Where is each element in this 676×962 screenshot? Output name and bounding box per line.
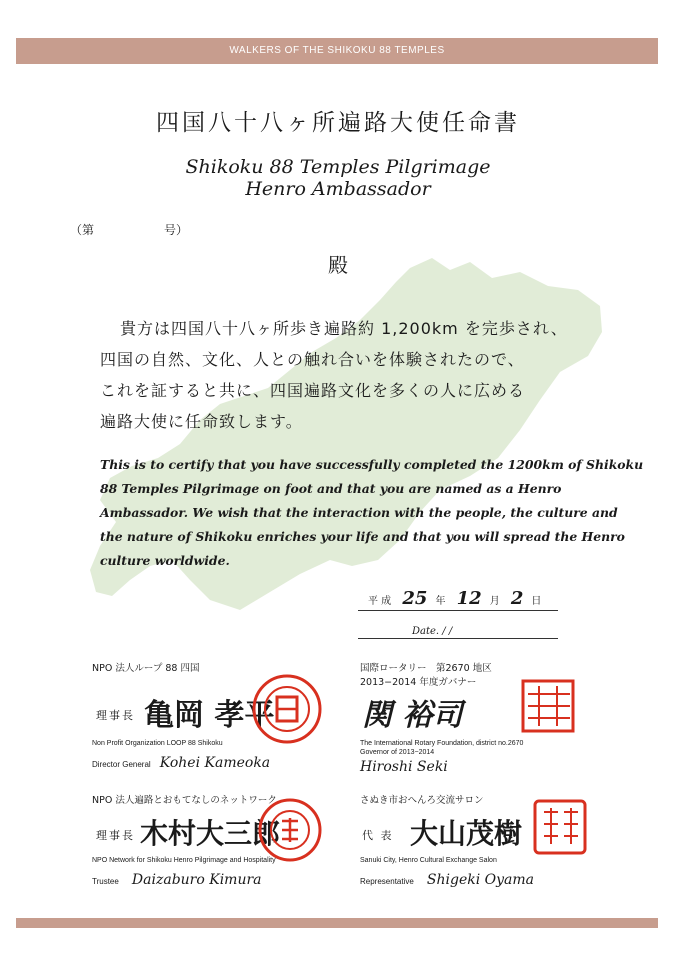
sig3-org-jp: NPO 法人遍路とおもてなしのネットワーク — [92, 795, 277, 806]
sig3-org-en: NPO Network for Shikoku Henro Pilgrimage and Hospitality — [92, 857, 276, 864]
sig4-role-jp: 代 表 — [362, 829, 394, 842]
sig1-en-line — [92, 752, 270, 771]
sig2-title-en: Governor of 2013−2014 — [360, 749, 435, 756]
body-jp-line: 貴方は四国八十八ヶ所歩き遍路約 1,200km を完歩され、 — [120, 319, 568, 338]
date-era: 平 成 — [368, 596, 392, 607]
sig4-org-en: Sanuki City, Henro Cultural Exchange Salon — [360, 857, 497, 864]
body-en-line: Ambassador. We wish that the interaction with the people, the culture and — [100, 505, 618, 520]
date-year-unit: 年 — [435, 596, 446, 607]
sig3-seal-icon — [256, 796, 324, 864]
body-jp-line: これを証すると共に、四国遍路文化を多くの人に広める — [100, 381, 526, 400]
sig2-org-en: The International Rotary Foundation, district no.2670 — [360, 740, 524, 747]
number-close: 号） — [164, 223, 189, 237]
sig2-org-jp: 国際ロータリー 第2670 地区 — [360, 663, 492, 674]
date-day: 2 — [510, 588, 524, 609]
sig4-name-jp: 大山茂樹 — [410, 817, 523, 850]
date-month: 12 — [456, 588, 482, 609]
sig2-seal-icon — [520, 678, 576, 734]
date-underline — [358, 610, 558, 611]
date-year: 25 — [402, 588, 428, 609]
sig1-role-jp: 理事長 — [96, 709, 135, 722]
sig2-org-jp2: 2013−2014 年度ガバナー — [360, 677, 477, 688]
sig3-title-en: Trustee — [92, 877, 119, 886]
sig4-name-en: Shigeki Oyama — [426, 872, 535, 888]
date-day-unit: 日 — [531, 596, 542, 607]
footer-band — [16, 918, 658, 928]
sig2-name-jp: 関 裕司 — [362, 698, 463, 733]
number-open: （第 — [70, 223, 95, 237]
sig1-org-en: Non Profit Organization LOOP 88 Shikoku — [92, 740, 223, 747]
sig1-name-jp: 亀岡 孝平 — [144, 698, 275, 733]
body-en-line: culture worldwide. — [100, 553, 230, 568]
sig1-title-en: Director General — [92, 760, 151, 769]
title-japanese: 四国八十八ヶ所遍路大使任命書 — [156, 110, 520, 136]
body-en-line: This is to certify that you have successfully completed the 1200km of Shikoku — [100, 457, 644, 472]
sig3-role-jp: 理事長 — [96, 829, 135, 842]
date-label-underline — [358, 638, 558, 639]
date-label-en: Date. / / — [412, 626, 453, 637]
body-en-line: the nature of Shikoku enriches your life and that you will spread the Henro — [100, 529, 625, 544]
sig2-name-en: Hiroshi Seki — [360, 759, 448, 775]
sig4-en-line — [360, 869, 534, 888]
body-en-line: 88 Temples Pilgrimage on foot and that you are named as a Henro — [100, 481, 562, 496]
sig1-seal-icon — [250, 672, 324, 746]
sig4-title-en: Representative — [360, 877, 414, 886]
body-jp-line: 遍路大使に任命致します。 — [100, 412, 303, 431]
sig3-en-line — [92, 869, 262, 888]
sig4-org-jp: さぬき市おへんろ交流サロン — [360, 795, 484, 806]
header-band-text: WALKERS OF THE SHIKOKU 88 TEMPLES — [229, 45, 445, 56]
date-row — [368, 588, 541, 609]
title-english-line1: Shikoku 88 Temples Pilgrimage — [185, 156, 491, 178]
date-month-unit: 月 — [489, 596, 500, 607]
title-english-line2: Henro Ambassador — [245, 178, 431, 200]
sig4-seal-icon — [532, 798, 588, 856]
sig3-name-jp: 木村大三郎 — [140, 817, 281, 850]
sig1-org-jp: NPO 法人ループ 88 四国 — [92, 663, 200, 674]
honorific: 殿 — [328, 253, 348, 277]
sig1-name-en: Kohei Kameoka — [159, 755, 271, 771]
body-jp-line: 四国の自然、文化、人との触れ合いを体験されたので、 — [100, 350, 525, 369]
sig3-name-en: Daizaburo Kimura — [131, 872, 262, 888]
certificate-number — [70, 221, 188, 238]
